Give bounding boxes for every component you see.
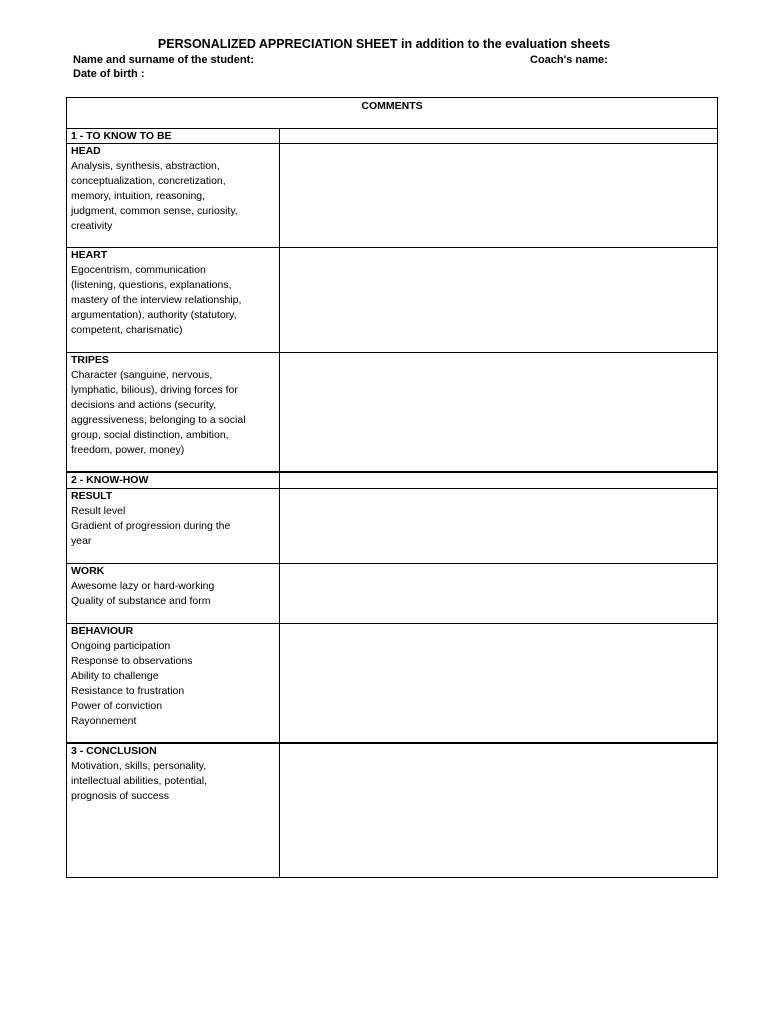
criteria-line: Character (sanguine, nervous,: [71, 369, 213, 381]
criteria-title: WORK: [71, 565, 105, 577]
criteria-tripes: [71, 353, 277, 458]
criteria-line: decisions and actions (security,: [71, 399, 217, 411]
criteria-work: [71, 564, 277, 609]
comment-field-head[interactable]: [281, 144, 717, 247]
comment-field-heart[interactable]: [281, 248, 717, 352]
criteria-line: judgment, common sense, curiosity,: [71, 205, 238, 217]
criteria-line: conceptualization, concretization,: [71, 175, 226, 187]
criteria-line: argumentation), authority (statutory,: [71, 309, 237, 321]
comments-header-label: COMMENTS: [361, 100, 423, 112]
criteria-line: Quality of substance and form: [71, 595, 211, 607]
criteria-title: HEART: [71, 249, 108, 261]
criteria-title: RESULT: [71, 490, 113, 502]
criteria-line: Motivation, skills, personality,: [71, 760, 207, 772]
section-know-how: 2 - KNOW-HOW: [71, 474, 149, 486]
appreciation-table: [66, 97, 718, 878]
criteria-line: intellectual abilities, potential,: [71, 775, 207, 787]
criteria-line: aggressiveness, belonging to a social: [71, 414, 246, 426]
criteria-line: competent, charismatic): [71, 324, 183, 336]
column-divider: [279, 128, 280, 877]
comment-field-tripes[interactable]: [281, 353, 717, 471]
criteria-line: (listening, questions, explanations,: [71, 279, 232, 291]
criteria-line: lymphatic, bilious), driving forces for: [71, 384, 238, 396]
coach-name-label: Coach's name:: [530, 54, 608, 66]
criteria-line: Response to observations: [71, 655, 193, 667]
comments-header: [67, 98, 717, 128]
criteria-behaviour: [71, 624, 277, 729]
criteria-line: Resistance to frustration: [71, 685, 185, 697]
criteria-line: Ability to challenge: [71, 670, 159, 682]
criteria-line: mastery of the interview relationship,: [71, 294, 242, 306]
criteria-line: Ongoing participation: [71, 640, 171, 652]
criteria-line: year: [71, 535, 92, 547]
criteria-line: memory, intuition, reasoning,: [71, 190, 206, 202]
criteria-line: Result level: [71, 505, 126, 517]
comment-field-result[interactable]: [281, 489, 717, 563]
date-of-birth-label: Date of birth :: [73, 68, 145, 80]
criteria-title: HEAD: [71, 145, 101, 157]
criteria-line: Analysis, synthesis, abstraction,: [71, 160, 220, 172]
row-divider: [67, 471, 717, 473]
criteria-conclusion: [71, 759, 277, 804]
criteria-head: [71, 144, 277, 234]
comment-field-behaviour[interactable]: [281, 624, 717, 742]
comment-field-work[interactable]: [281, 564, 717, 623]
page-title: PERSONALIZED APPRECIATION SHEET in addition to the evaluation sheets: [157, 37, 611, 51]
criteria-line: Awesome lazy or hard-working: [71, 580, 215, 592]
section-know-to-be: 1 - TO KNOW TO BE: [71, 130, 172, 142]
criteria-line: Rayonnement: [71, 715, 137, 727]
criteria-line: Gradient of progression during the: [71, 520, 231, 532]
criteria-line: creativity: [71, 220, 113, 232]
student-name-label: Name and surname of the student:: [73, 54, 254, 66]
comment-field-conclusion[interactable]: [281, 744, 717, 877]
criteria-line: group, social distinction, ambition,: [71, 429, 229, 441]
criteria-title: BEHAVIOUR: [71, 625, 134, 637]
section-conclusion: 3 - CONCLUSION: [71, 745, 157, 757]
criteria-line: Egocentrism, communication: [71, 264, 206, 276]
criteria-title: TRIPES: [71, 354, 109, 366]
criteria-line: prognosis of success: [71, 790, 170, 802]
criteria-heart: [71, 248, 277, 338]
criteria-result: [71, 489, 277, 549]
criteria-line: Power of conviction: [71, 700, 163, 712]
criteria-line: freedom, power, money): [71, 444, 185, 456]
